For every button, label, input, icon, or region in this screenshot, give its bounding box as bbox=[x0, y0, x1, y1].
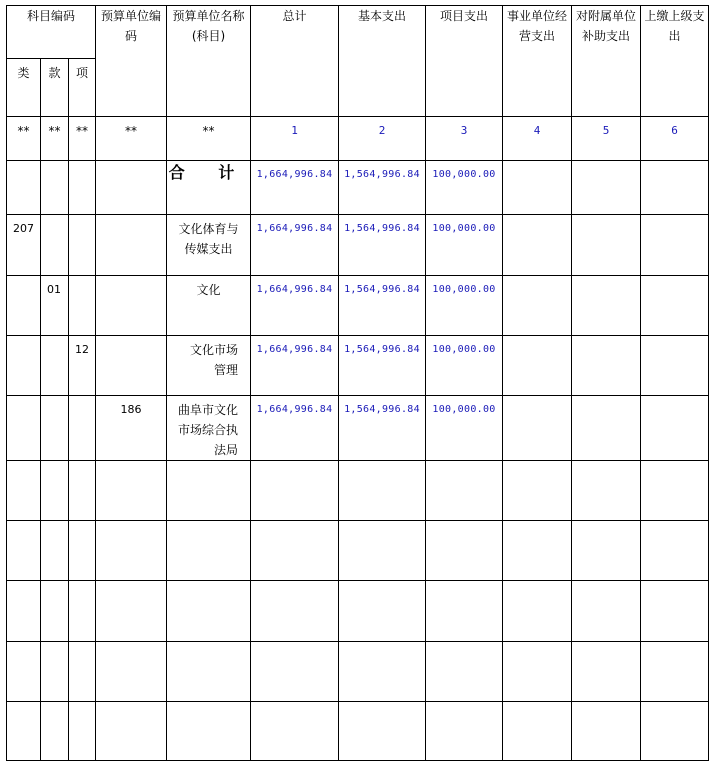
cell-item bbox=[69, 396, 96, 461]
cell-project: 100,000.00 bbox=[426, 161, 503, 215]
index-5: 5 bbox=[572, 117, 641, 161]
cell-name: 文化体育与传媒支出 bbox=[167, 215, 251, 276]
index-3: 3 bbox=[426, 117, 503, 161]
cell-business bbox=[503, 161, 572, 215]
cell-section bbox=[41, 396, 69, 461]
cell-total: 1,664,996.84 bbox=[251, 215, 339, 276]
cell-upper bbox=[641, 215, 709, 276]
header-basic-expenditure: 基本支出 bbox=[339, 6, 426, 117]
cell-unit-code: 186 bbox=[96, 396, 167, 461]
cell-subsidy bbox=[572, 161, 641, 215]
table-row bbox=[7, 215, 709, 276]
table-row bbox=[7, 336, 709, 396]
cell-total: 1,664,996.84 bbox=[251, 396, 339, 461]
cell-business bbox=[503, 215, 572, 276]
cell-section bbox=[41, 161, 69, 215]
mark-unit-name: ** bbox=[167, 117, 251, 161]
cell-item bbox=[69, 215, 96, 276]
cell-total: 1,664,996.84 bbox=[251, 161, 339, 215]
cell-project: 100,000.00 bbox=[426, 276, 503, 336]
cell-project: 100,000.00 bbox=[426, 336, 503, 396]
cell-basic: 1,564,996.84 bbox=[339, 276, 426, 336]
cell-project: 100,000.00 bbox=[426, 215, 503, 276]
cell-name: 文化市场管理 bbox=[167, 336, 251, 396]
table-row bbox=[7, 161, 709, 215]
header-section: 款 bbox=[41, 59, 69, 117]
cell-business bbox=[503, 276, 572, 336]
header-unit-code: 预算单位编码 bbox=[96, 6, 167, 117]
empty-row bbox=[7, 461, 709, 521]
cell-basic: 1,564,996.84 bbox=[339, 336, 426, 396]
budget-expenditure-table bbox=[6, 5, 709, 761]
cell-name: 合 计 bbox=[167, 161, 251, 215]
cell-name: 文化 bbox=[167, 276, 251, 336]
index-4: 4 bbox=[503, 117, 572, 161]
cell-unit-code bbox=[96, 336, 167, 396]
cell-upper bbox=[641, 276, 709, 336]
empty-row bbox=[7, 642, 709, 702]
cell-project: 100,000.00 bbox=[426, 396, 503, 461]
header-total: 总计 bbox=[251, 6, 339, 117]
cell-unit-code bbox=[96, 215, 167, 276]
cell-upper bbox=[641, 396, 709, 461]
cell-upper bbox=[641, 336, 709, 396]
index-2: 2 bbox=[339, 117, 426, 161]
cell-subsidy bbox=[572, 276, 641, 336]
index-6: 6 bbox=[641, 117, 709, 161]
cell-subsidy bbox=[572, 396, 641, 461]
empty-row bbox=[7, 581, 709, 642]
cell-item: 12 bbox=[69, 336, 96, 396]
index-1: 1 bbox=[251, 117, 339, 161]
empty-row bbox=[7, 521, 709, 581]
cell-item bbox=[69, 276, 96, 336]
mark-category: ** bbox=[7, 117, 41, 161]
cell-section bbox=[41, 215, 69, 276]
mark-unit-code: ** bbox=[96, 117, 167, 161]
cell-business bbox=[503, 396, 572, 461]
mark-item: ** bbox=[69, 117, 96, 161]
header-category: 类 bbox=[7, 59, 41, 117]
cell-category bbox=[7, 276, 41, 336]
cell-category bbox=[7, 161, 41, 215]
header-subsidy-expenditure: 对附属单位补助支出 bbox=[572, 6, 641, 117]
cell-section: 01 bbox=[41, 276, 69, 336]
cell-unit-code bbox=[96, 276, 167, 336]
cell-basic: 1,564,996.84 bbox=[339, 215, 426, 276]
cell-total: 1,664,996.84 bbox=[251, 276, 339, 336]
cell-section bbox=[41, 336, 69, 396]
cell-basic: 1,564,996.84 bbox=[339, 396, 426, 461]
header-business-expenditure: 事业单位经营支出 bbox=[503, 6, 572, 117]
cell-upper bbox=[641, 161, 709, 215]
column-index-row bbox=[7, 117, 709, 161]
table-row bbox=[7, 396, 709, 461]
header-upper-payment: 上缴上级支出 bbox=[641, 6, 709, 117]
cell-category bbox=[7, 336, 41, 396]
empty-row bbox=[7, 702, 709, 761]
header-subject-code: 科目编码 bbox=[7, 6, 96, 59]
cell-unit-code bbox=[96, 161, 167, 215]
cell-item bbox=[69, 161, 96, 215]
cell-name: 曲阜市文化市场综合执法局 bbox=[167, 396, 251, 461]
cell-subsidy bbox=[572, 336, 641, 396]
header-project-expenditure: 项目支出 bbox=[426, 6, 503, 117]
cell-business bbox=[503, 336, 572, 396]
header-row bbox=[7, 6, 709, 59]
cell-category bbox=[7, 396, 41, 461]
cell-category: 207 bbox=[7, 215, 41, 276]
header-unit-name: 预算单位名称(科目) bbox=[167, 6, 251, 117]
table-row bbox=[7, 276, 709, 336]
cell-basic: 1,564,996.84 bbox=[339, 161, 426, 215]
cell-total: 1,664,996.84 bbox=[251, 336, 339, 396]
header-item: 项 bbox=[69, 59, 96, 117]
cell-subsidy bbox=[572, 215, 641, 276]
mark-section: ** bbox=[41, 117, 69, 161]
